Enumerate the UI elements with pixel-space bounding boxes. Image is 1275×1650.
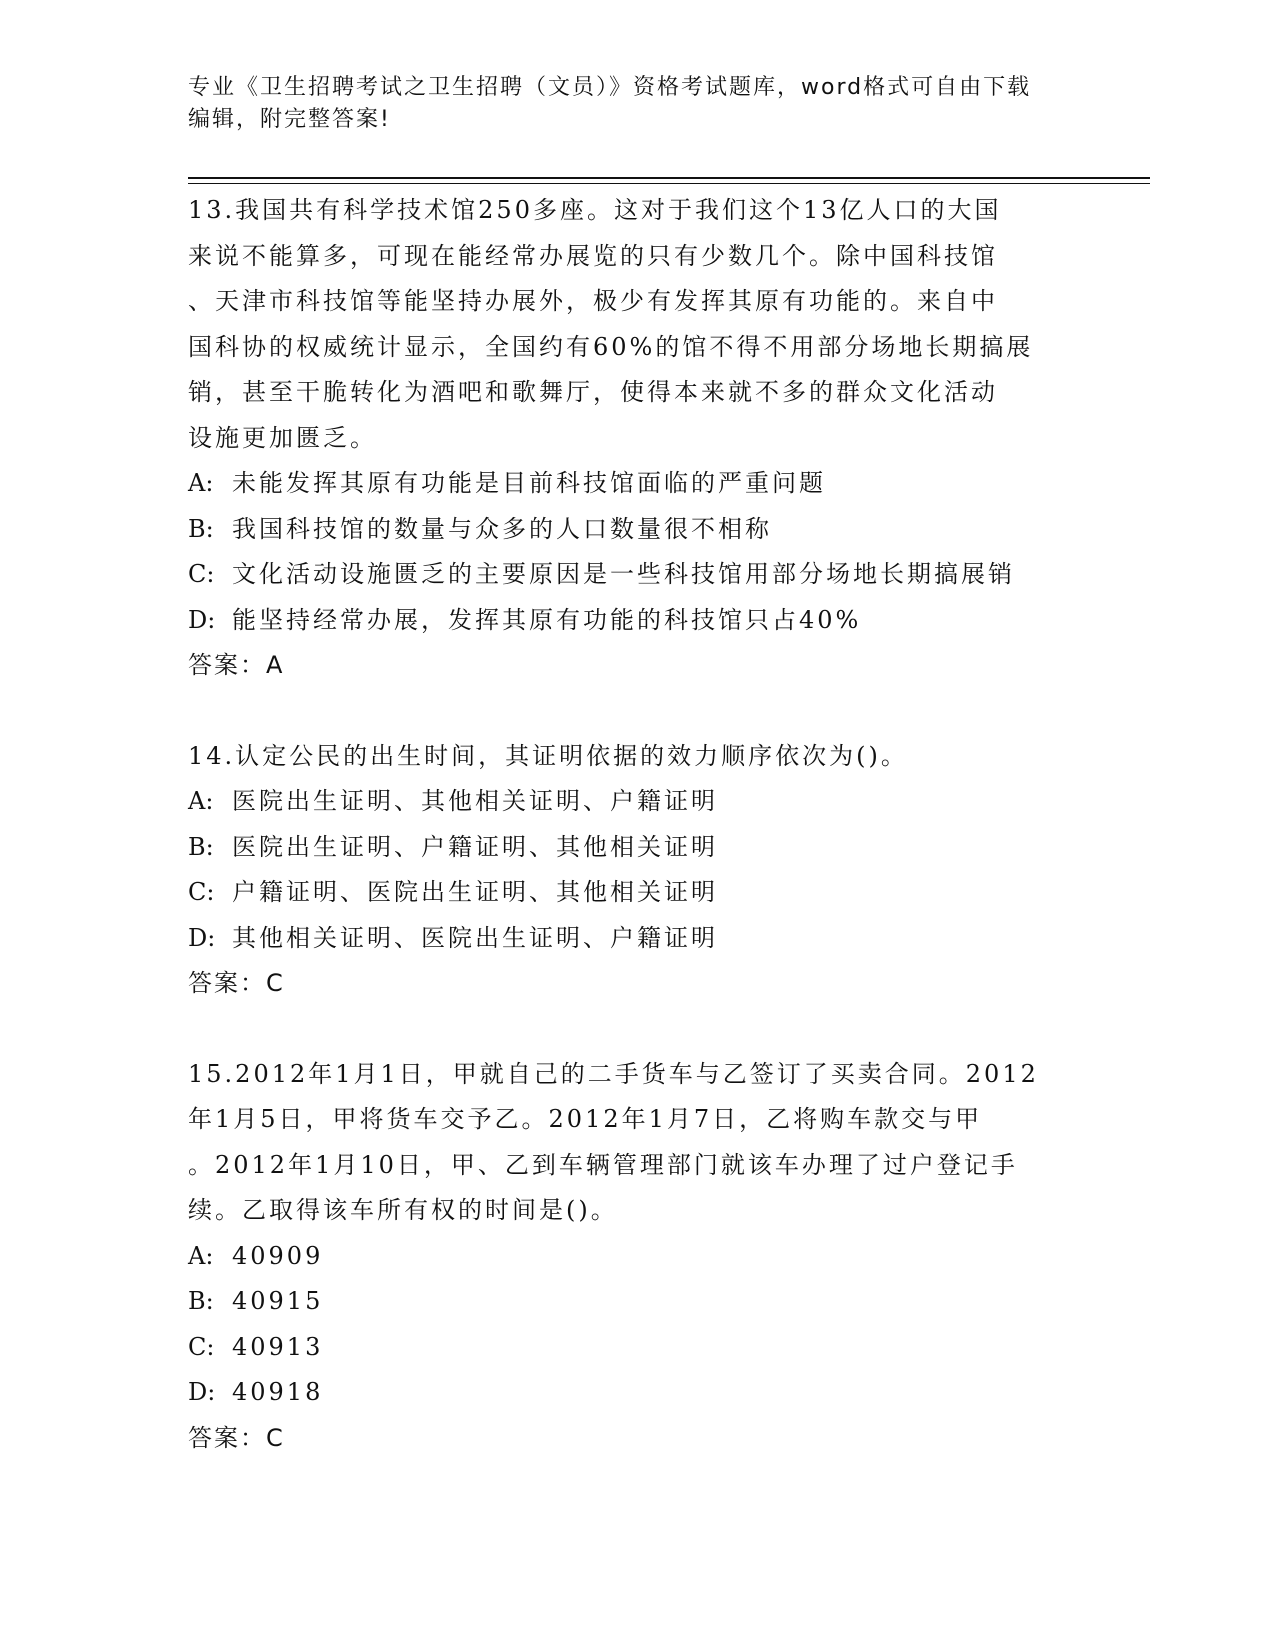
option-key: B:: [188, 514, 214, 543]
option-b: [188, 825, 1088, 871]
answer-line: 答案：C: [188, 969, 285, 997]
option-text: 医院出生证明、户籍证明、其他相关证明: [232, 832, 718, 861]
option-text: 40918: [232, 1378, 324, 1406]
header-divider-thin: [188, 183, 1150, 184]
option-a: [188, 461, 1088, 507]
option-c: [188, 870, 1088, 916]
option-a: [188, 779, 1088, 825]
question-stem-line: 销，甚至干脆转化为酒吧和歌舞厅，使得本来就不多的群众文化活动: [188, 378, 998, 406]
option-d: [188, 1370, 1088, 1416]
option-d: [188, 598, 1088, 644]
question-stem-line: 设施更加匮乏。: [188, 423, 377, 452]
header-line-2: 编辑，附完整答案!: [188, 107, 391, 132]
question-13: [188, 188, 1088, 689]
option-key: A:: [188, 1241, 214, 1270]
document-header: [188, 72, 1088, 136]
option-key: A:: [188, 787, 214, 815]
option-key: D:: [188, 923, 216, 952]
option-a: [188, 1234, 1088, 1280]
option-b: [188, 1279, 1088, 1325]
question-stem-line: 15.2012年1月1日，甲就自己的二手货车与乙签订了买卖合同。2012: [188, 1059, 1039, 1088]
option-c: [188, 552, 1088, 598]
question-stem-line: 、天津市科技馆等能坚持办展外，极少有发挥其原有功能的。来自中: [188, 287, 998, 315]
option-text: 未能发挥其原有功能是目前科技馆面临的严重问题: [232, 469, 826, 497]
question-spacer: [188, 1007, 1088, 1052]
option-text: 40909: [232, 1241, 324, 1270]
option-key: C:: [188, 878, 215, 906]
question-15: [188, 1052, 1088, 1462]
answer-line: 答案：A: [188, 651, 285, 679]
option-key: D:: [188, 1378, 216, 1406]
option-text: 其他相关证明、医院出生证明、户籍证明: [232, 923, 718, 952]
question-stem-line: 。2012年1月10日，甲、乙到车辆管理部门就该车办理了过户登记手: [188, 1150, 1018, 1179]
option-b: [188, 507, 1088, 553]
question-spacer: [188, 689, 1088, 734]
question-stem-line: 14.认定公民的出生时间，其证明依据的效力顺序依次为()。: [188, 741, 908, 770]
option-text: 40915: [232, 1287, 324, 1315]
option-key: C:: [188, 1332, 215, 1361]
question-stem-line: 13.我国共有科学技术馆250多座。这对于我们这个13亿人口的大国: [188, 196, 1002, 224]
option-text: 40913: [232, 1332, 324, 1361]
option-key: D:: [188, 605, 216, 634]
option-key: A:: [188, 469, 214, 497]
option-key: C:: [188, 560, 215, 588]
option-text: 我国科技馆的数量与众多的人口数量很不相称: [232, 514, 772, 543]
header-divider-thick: [188, 177, 1150, 179]
answer-line: 答案：C: [188, 1423, 285, 1452]
question-stem-line: 年1月5日，甲将货车交予乙。2012年1月7日，乙将购车款交与甲: [188, 1105, 983, 1133]
option-text: 户籍证明、医院出生证明、其他相关证明: [232, 878, 718, 906]
option-text: 能坚持经常办展，发挥其原有功能的科技馆只占40%: [232, 605, 862, 634]
header-line-1: 专业《卫生招聘考试之卫生招聘（文员）》资格考试题库，word格式可自由下载: [188, 75, 1032, 100]
option-c: [188, 1325, 1088, 1371]
question-stem-line: 来说不能算多，可现在能经常办展览的只有少数几个。除中国科技馆: [188, 241, 998, 270]
question-list: [188, 188, 1088, 1461]
question-stem-line: 国科协的权威统计显示，全国约有60%的馆不得不用部分场地长期搞展: [188, 332, 1034, 361]
option-key: B:: [188, 1287, 214, 1315]
option-text: 文化活动设施匮乏的主要原因是一些科技馆用部分场地长期搞展销: [232, 560, 1015, 588]
question-stem-line: 续。乙取得该车所有权的时间是()。: [188, 1196, 618, 1224]
question-14: [188, 734, 1088, 1007]
option-text: 医院出生证明、其他相关证明、户籍证明: [232, 787, 718, 815]
option-key: B:: [188, 832, 214, 861]
option-d: [188, 916, 1088, 962]
